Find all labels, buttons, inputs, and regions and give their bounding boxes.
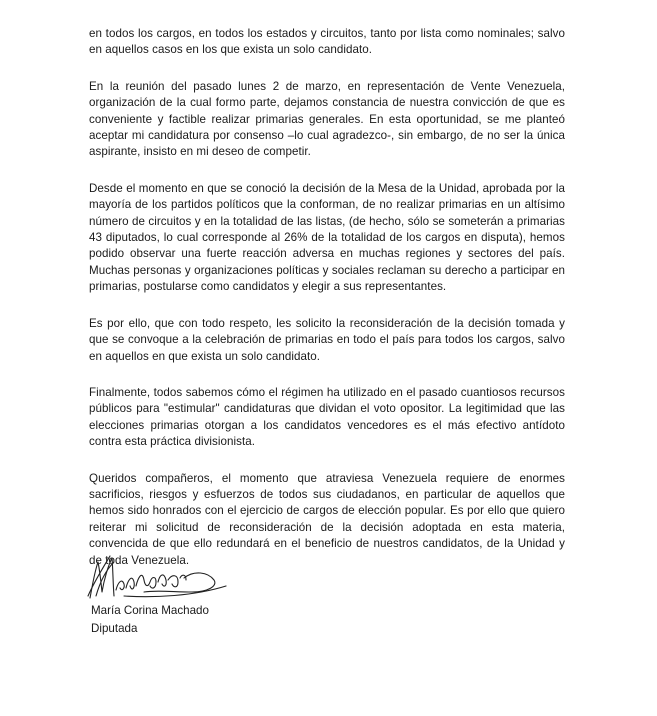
letter-paragraph: Es por ello, que con todo respeto, les solicito la reconsideración de la decisión tomada y que se convoque a la celebración de primarias en todo el país para todos los cargos, salvo en aquellos en que exista un solo candidato. [89, 316, 565, 363]
letter-paragraph: Desde el momento en que se conoció la decisión de la Mesa de la Unidad, aprobada por la mayoría de los partidos políticos que la conforman, de no realizar primarias en un altísimo número de circuitos y en la totalidad de las listas, (de hecho, sólo se someterán a primarias 43 diputados, lo cual corresponde al 26% de la totalidad de los cargos en disputa), hemos podido observar una fuerte reacción adversa en muchas regiones y sectores del país. Muchas personas y organizaciones políticas y sociales reclaman su derecho a participar en primarias, postularse como candidatos y elegir a sus representantes. [89, 181, 565, 294]
signatory-name: María Corina Machado [91, 604, 209, 617]
handwritten-signature [84, 552, 234, 604]
letter-paragraph: Queridos compañeros, el momento que atraviesa Venezuela requiere de enormes sacrificios, riesgos y esfuerzos de todos sus ciudadanos, en particular de aquellos que hemos sido honrados con el ejercicio de cargos de elección popular. Es por ello que quiero reiterar mi solicitud de reconsideración de la decisión adoptada en esta materia, convencida de que ello redundará en el beneficio de nuestros candidatos, de la Unidad y de toda Venezuela. [89, 471, 565, 567]
letter-body [89, 10, 565, 589]
letter-paragraph: Finalmente, todos sabemos cómo el régimen ha utilizado en el pasado cuantiosos recursos públicos para "estimular" candidaturas que dividan el voto opositor. La legitimidad que las elecciones primarias otorgan a los candidatos vencedores es el más efectivo antídoto contra esta práctica divisionista. [89, 385, 565, 449]
letter-paragraph: En la reunión del pasado lunes 2 de marzo, en representación de Vente Venezuela, organización de la cual formo parte, dejamos constancia de nuestra convicción de que es conveniente y factible realizar primarias generales. En esta oportunidad, se me planteó aceptar mi candidatura por consenso –lo cual agradezco-, sin embargo, de no ser la única aspirante, insisto en mi deseo de competir. [89, 79, 565, 159]
letter-paragraph: en todos los cargos, en todos los estados y circuitos, tanto por lista como nominales; salvo en aquellos casos en los que exista un solo candidato. [89, 27, 565, 57]
signatory-title: Diputada [91, 622, 138, 635]
signature-block [84, 552, 284, 642]
